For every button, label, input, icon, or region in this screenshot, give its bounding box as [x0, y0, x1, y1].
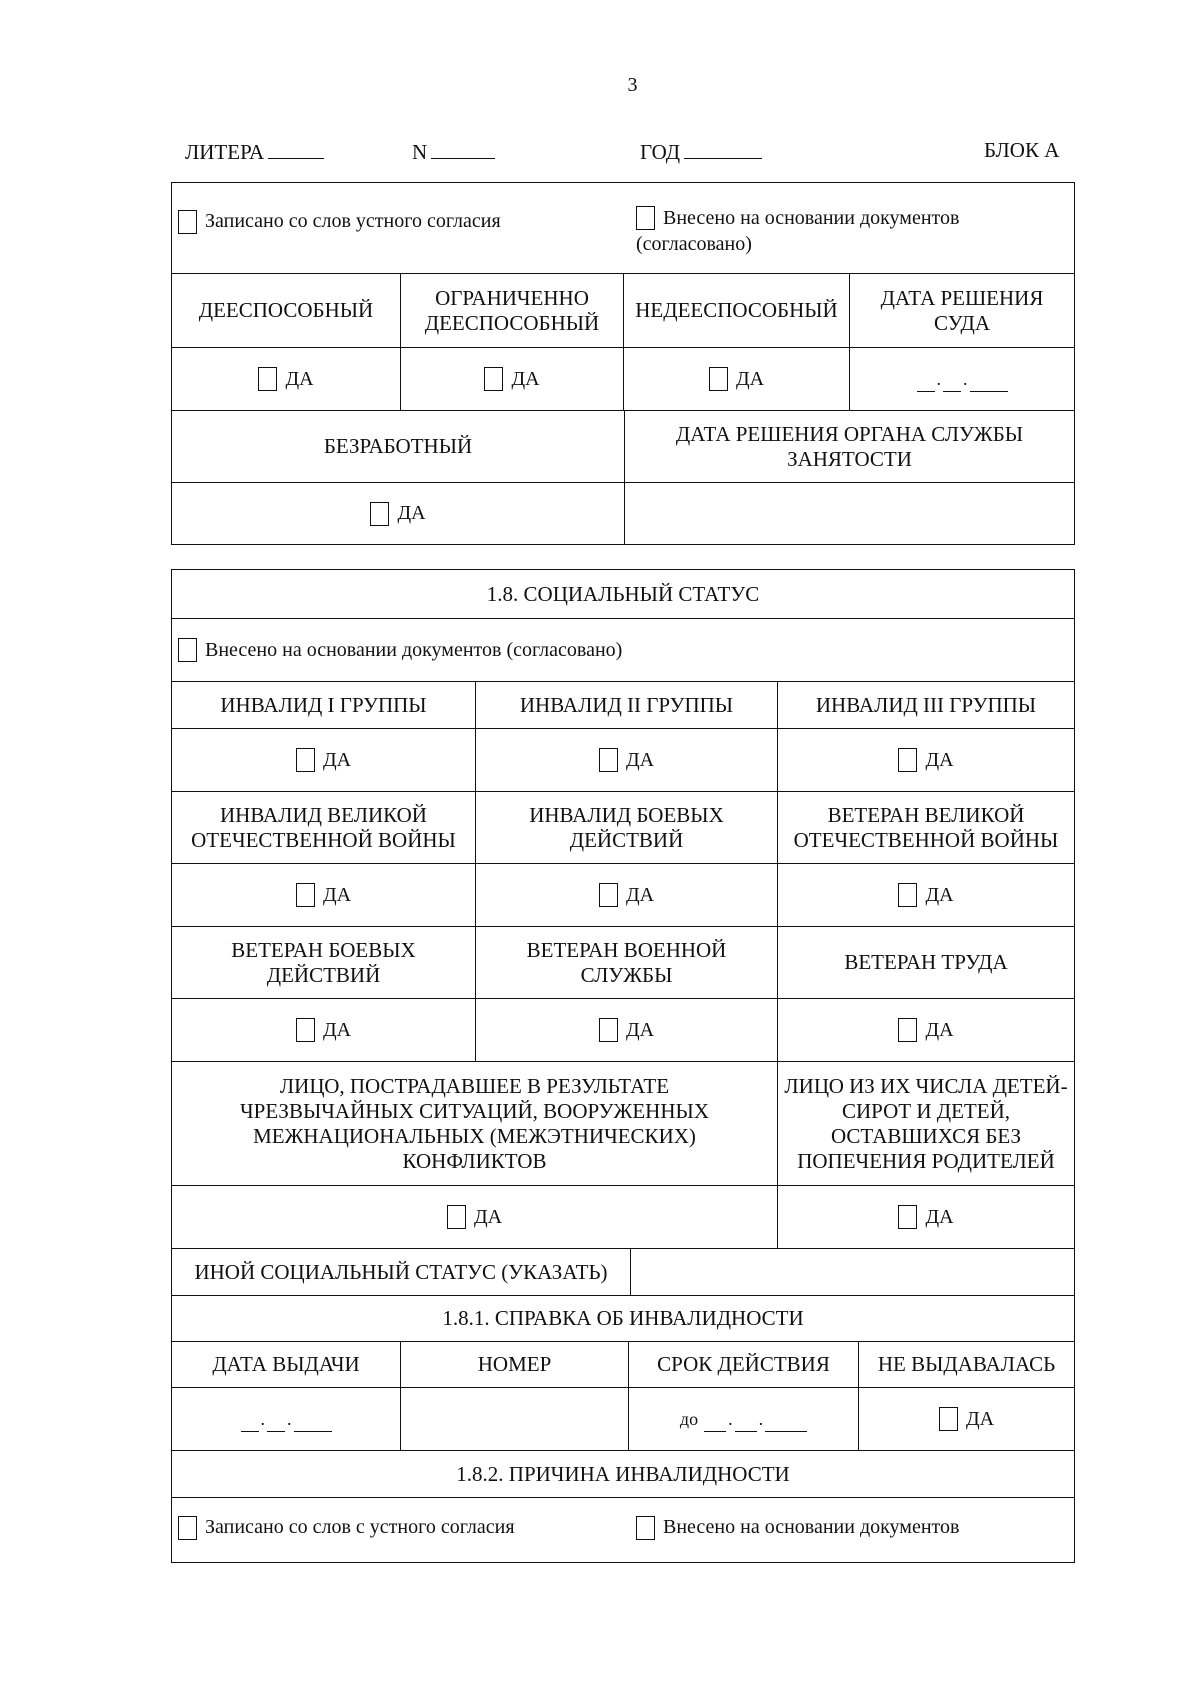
validity-field[interactable] — [628, 1388, 858, 1450]
certificate-number-field[interactable] — [400, 1388, 628, 1450]
issue-date-header: ДАТА ВЫДАЧИ — [212, 1352, 360, 1376]
yes-label: ДА — [397, 502, 426, 524]
combat-veteran-header: ВЕТЕРАН БОЕВЫХ ДЕЙСТВИЙ — [231, 937, 416, 987]
capacity-header-capable: ДЕЕСПОСОБНЫЙ — [198, 298, 374, 322]
war-invalid-cell — [172, 864, 475, 926]
consent-docs-checkbox[interactable] — [636, 206, 655, 230]
consent-oral-checkbox[interactable] — [178, 210, 197, 234]
disability-group1-cell — [172, 729, 475, 791]
year-label: ГОД — [640, 140, 681, 164]
social-status-table — [171, 569, 1075, 1563]
disability-group-header-row — [172, 681, 1074, 728]
not-issued-checkbox[interactable] — [939, 1407, 958, 1431]
yes-label: ДА — [322, 748, 352, 771]
social-consent-checkbox[interactable] — [178, 638, 197, 662]
not-issued-cell — [858, 1388, 1074, 1450]
orphan-header: ЛИЦО ИЗ ИХ ЧИСЛА ДЕТЕЙ-СИРОТ И ДЕТЕЙ, ОСТАВШИХСЯ БЕЗ ПОПЕЧЕНИЯ РОДИТЕЛЕЙ — [777, 1062, 1074, 1185]
yes-label: ДА — [965, 1407, 995, 1430]
disability-group3-cell — [777, 729, 1074, 791]
veteran-header-row — [172, 926, 1074, 998]
disability-group2-header: ИНВАЛИД II ГРУППЫ — [475, 682, 777, 728]
yes-label: ДА — [285, 367, 314, 390]
court-date-blank: . . — [917, 367, 1008, 392]
yes-label: ДА — [625, 883, 655, 906]
social-consent-label: Внесено на основании документов (согласовано) — [205, 638, 623, 661]
capacity-header-row — [172, 273, 1074, 347]
labor-veteran-header: ВЕТЕРАН ТРУДА — [777, 927, 1074, 998]
combat-veteran-checkbox[interactable] — [296, 1018, 315, 1042]
capacity-header-incapable: НЕДЕЕСПОСОБНЫЙ — [623, 274, 849, 347]
reason-oral-label: Записано со слов с устного согласия — [205, 1516, 515, 1538]
social-title-row — [172, 570, 1074, 618]
special-value-row — [172, 1185, 1074, 1248]
year-field[interactable] — [640, 138, 762, 165]
reason-title: 1.8.2. ПРИЧИНА ИНВАЛИДНОСТИ — [456, 1461, 790, 1486]
block-a-table — [171, 182, 1075, 545]
limited-yes-cell — [400, 348, 623, 410]
certificate-title-row — [172, 1295, 1074, 1341]
war-invalid-header: ИНВАЛИД ВЕЛИКОЙ ОТЕЧЕСТВЕННОЙ ВОЙНЫ — [191, 802, 456, 852]
war-veteran-header: ВЕТЕРАН ВЕЛИКОЙ ОТЕЧЕСТВЕННОЙ ВОЙНЫ — [777, 792, 1074, 863]
employment-decision-field[interactable] — [624, 483, 1074, 544]
war-veteran-checkbox[interactable] — [898, 883, 917, 907]
incapable-yes-cell — [623, 348, 849, 410]
emergency-victim-cell — [172, 1186, 777, 1248]
yes-label: ДА — [625, 748, 655, 771]
unemployed-header: БЕЗРАБОТНЫЙ — [323, 434, 473, 458]
capacity-header-limited: ОГРАНИЧЕННО ДЕЕСПОСОБНЫЙ — [400, 274, 623, 347]
page-number: 3 — [627, 74, 638, 96]
military-veteran-checkbox[interactable] — [599, 1018, 618, 1042]
validity-header: СРОК ДЕЙСТВИЯ — [628, 1342, 858, 1387]
labor-veteran-checkbox[interactable] — [898, 1018, 917, 1042]
war-header-row — [172, 791, 1074, 863]
yes-label: ДА — [511, 367, 540, 390]
yes-label: ДА — [322, 883, 352, 906]
certificate-value-row — [172, 1387, 1074, 1450]
certificate-title: 1.8.1. СПРАВКА ОБ ИНВАЛИДНОСТИ — [442, 1306, 804, 1330]
disability-group3-header: ИНВАЛИД III ГРУППЫ — [777, 682, 1074, 728]
reason-docs-cell — [630, 1498, 1074, 1557]
emergency-victim-header: ЛИЦО, ПОСТРАДАВШЕЕ В РЕЗУЛЬТАТЕ ЧРЕЗВЫЧАЙНЫХ СИТУАЦИЙ, ВООРУЖЕННЫХ МЕЖНАЦИОНАЛЬНЫХ (МЕЖЭТНИЧЕСКИХ) КОНФЛИКТОВ — [240, 1073, 709, 1173]
capacity-header-court-date: ДАТА РЕШЕНИЯ СУДА — [849, 274, 1074, 347]
consent-oral-cell — [172, 183, 630, 273]
yes-label: ДА — [625, 1018, 655, 1041]
other-status-row — [172, 1248, 1074, 1295]
consent-oral-label: Записано со слов устного согласия — [205, 210, 501, 232]
court-date-field[interactable] — [849, 348, 1074, 410]
unemployed-yes-cell — [172, 483, 624, 544]
block-label: БЛОК А — [984, 138, 1060, 162]
disability-group1-header: ИНВАЛИД I ГРУППЫ — [220, 692, 427, 717]
disability-group2-checkbox[interactable] — [599, 748, 618, 772]
reason-title-row — [172, 1450, 1074, 1497]
military-veteran-cell — [475, 999, 777, 1061]
disability-group2-cell — [475, 729, 777, 791]
yes-label: ДА — [322, 1018, 352, 1041]
number-field[interactable] — [412, 138, 495, 165]
yes-label: ДА — [925, 883, 954, 906]
other-status-label: ИНОЙ СОЦИАЛЬНЫЙ СТАТУС (УКАЗАТЬ) — [194, 1259, 608, 1284]
employment-value-row — [172, 482, 1074, 544]
labor-veteran-cell — [777, 999, 1074, 1061]
employment-decision-header: ДАТА РЕШЕНИЯ ОРГАНА СЛУЖБЫ ЗАНЯТОСТИ — [624, 411, 1074, 482]
capacity-value-row — [172, 347, 1074, 410]
reason-oral-checkbox[interactable] — [178, 1516, 197, 1540]
incapable-checkbox[interactable] — [709, 367, 728, 391]
combat-veteran-cell — [172, 999, 475, 1061]
yes-label: ДА — [735, 367, 765, 390]
capable-yes-cell — [172, 348, 400, 410]
not-issued-header: НЕ ВЫДАВАЛАСЬ — [858, 1342, 1074, 1387]
special-header-row — [172, 1061, 1074, 1185]
social-title: 1.8. СОЦИАЛЬНЫЙ СТАТУС — [486, 581, 760, 606]
number-label: N — [412, 140, 428, 164]
veteran-value-row — [172, 998, 1074, 1061]
orphan-checkbox[interactable] — [898, 1205, 917, 1229]
combat-invalid-cell — [475, 864, 777, 926]
yes-label: ДА — [925, 748, 954, 771]
yes-label: ДА — [473, 1205, 503, 1228]
reason-consent-row — [172, 1497, 1074, 1557]
reason-docs-checkbox[interactable] — [636, 1516, 655, 1540]
consent-docs-label: Внесено на основании документов — [663, 207, 960, 229]
war-veteran-cell — [777, 864, 1074, 926]
issue-date-field[interactable] — [172, 1388, 400, 1450]
other-status-field[interactable] — [630, 1249, 1074, 1295]
employment-header-row — [172, 410, 1074, 482]
validity-blank: до . . — [680, 1407, 807, 1432]
military-veteran-header: ВЕТЕРАН ВОЕННОЙ СЛУЖБЫ — [475, 927, 777, 998]
combat-invalid-header: ИНВАЛИД БОЕВЫХ ДЕЙСТВИЙ — [475, 792, 777, 863]
consent-docs-cell — [630, 183, 1074, 273]
yes-label: ДА — [925, 1018, 954, 1041]
limited-checkbox[interactable] — [484, 367, 503, 391]
until-label: до — [679, 1408, 699, 1429]
disability-group1-checkbox[interactable] — [296, 748, 315, 772]
social-consent-row — [172, 618, 1074, 681]
emergency-victim-checkbox[interactable] — [447, 1205, 466, 1229]
social-consent-cell — [172, 619, 1074, 681]
consent-docs-note: (согласовано) — [636, 233, 752, 255]
consent-row — [172, 183, 1074, 273]
war-value-row — [172, 863, 1074, 926]
litera-field[interactable] — [185, 138, 324, 165]
capable-checkbox[interactable] — [258, 367, 277, 391]
reason-oral-cell — [172, 1498, 630, 1557]
disability-group-value-row — [172, 728, 1074, 791]
orphan-cell — [777, 1186, 1074, 1248]
war-invalid-checkbox[interactable] — [296, 883, 315, 907]
litera-label: ЛИТЕРА — [185, 140, 265, 164]
disability-group3-checkbox[interactable] — [898, 748, 917, 772]
unemployed-checkbox[interactable] — [370, 502, 389, 526]
issue-date-blank: . . — [241, 1407, 332, 1432]
reason-docs-label: Внесено на основании документов — [663, 1516, 960, 1538]
certificate-number-header: НОМЕР — [400, 1342, 628, 1387]
yes-label: ДА — [925, 1205, 954, 1228]
certificate-header-row — [172, 1341, 1074, 1387]
combat-invalid-checkbox[interactable] — [599, 883, 618, 907]
